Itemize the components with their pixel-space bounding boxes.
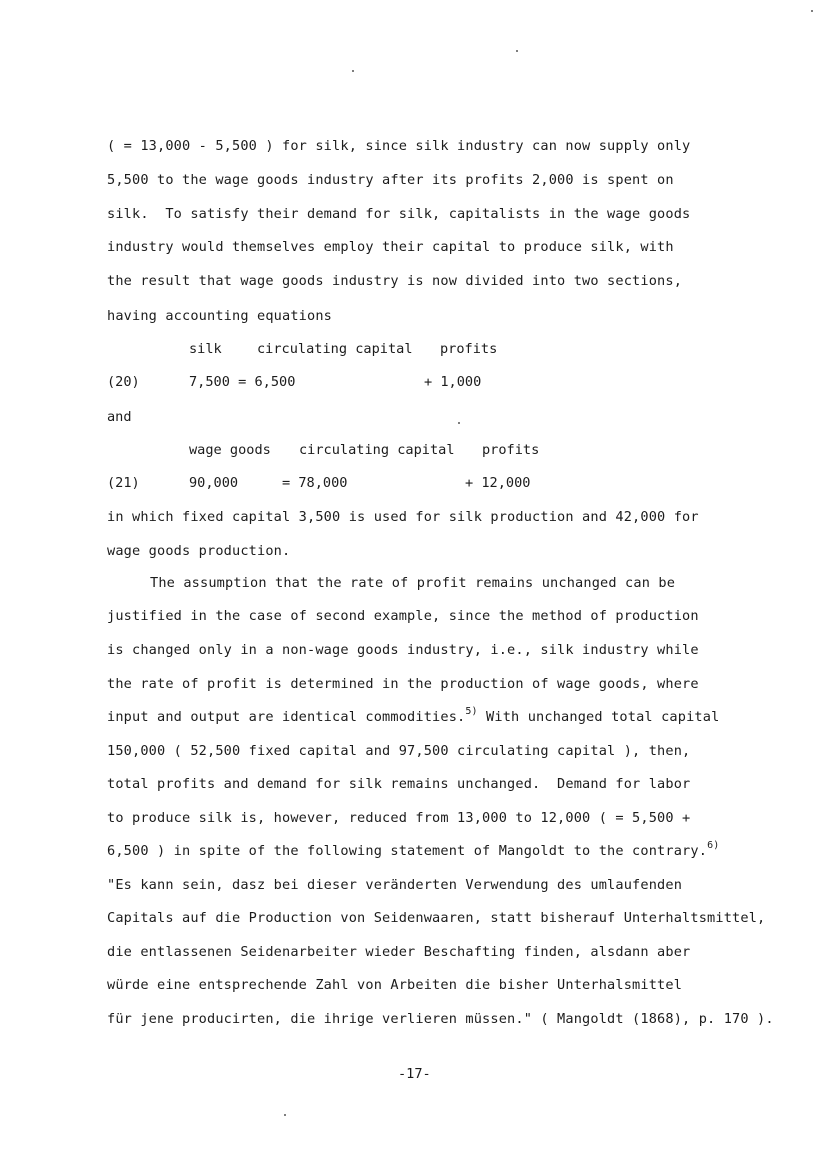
- body-line: 150,000 ( 52,500 fixed capital and 97,500 circulating capital ), then,: [107, 743, 691, 759]
- footnote-5-text-before: input and output are identical commodities.: [107, 709, 466, 725]
- footnote-6-marker: 6): [707, 840, 720, 851]
- eq20-head-capital: circulating capital: [257, 341, 413, 357]
- body-line: 5,500 to the wage goods industry after its profits 2,000 is spent on: [107, 172, 674, 188]
- body-line: having accounting equations: [107, 308, 333, 324]
- body-line-with-footnote: [107, 842, 719, 862]
- eq20-rhs: + 1,000: [424, 374, 482, 390]
- body-line-with-footnote: [107, 708, 719, 728]
- body-line: wage goods production.: [107, 543, 291, 559]
- body-line: is changed only in a non-wage goods industry, i.e., silk industry while: [107, 642, 699, 658]
- eq20-head-good: silk: [189, 341, 222, 357]
- body-line: the result that wage goods industry is now divided into two sections,: [107, 273, 683, 289]
- quote-line: die entlassenen Seidenarbeiter wieder Beschafting finden, alsdann aber: [107, 944, 691, 960]
- footnote-6-text-before: 6,500 ) in spite of the following statement of Mangoldt to the contrary.: [107, 843, 708, 859]
- eq20-head-profit: profits: [440, 341, 498, 357]
- scan-speck: [811, 10, 813, 12]
- paragraph-first-line: The assumption that the rate of profit remains unchanged can be: [150, 575, 676, 591]
- eq21-rhs: + 12,000: [465, 475, 531, 491]
- scan-speck: [352, 70, 354, 72]
- body-line: the rate of profit is determined in the production of wage goods, where: [107, 676, 699, 692]
- scan-speck: [458, 422, 460, 424]
- quote-line: würde eine entsprechende Zahl von Arbeiten die bisher Unterhalsmittel: [107, 977, 683, 993]
- body-line: ( = 13,000 - 5,500 ) for silk, since silk industry can now supply only: [107, 138, 691, 154]
- body-line: to produce silk is, however, reduced from 13,000 to 12,000 ( = 5,500 +: [107, 810, 691, 826]
- eq21-label: (21): [107, 475, 140, 491]
- eq21-head-capital: circulating capital: [299, 442, 455, 458]
- eq21-head-profit: profits: [482, 442, 540, 458]
- quote-line: "Es kann sein, dasz bei dieser veränderten Verwendung des umlaufenden: [107, 877, 683, 893]
- page-number: -17-: [398, 1066, 431, 1082]
- quote-line: Capitals auf die Production von Seidenwaaren, statt bisherauf Unterhaltsmittel,: [107, 910, 766, 926]
- body-line: total profits and demand for silk remains unchanged. Demand for labor: [107, 776, 691, 792]
- eq21-lhs: 90,000: [189, 475, 239, 491]
- footnote-5-marker: 5): [465, 706, 478, 717]
- body-line: industry would themselves employ their capital to produce silk, with: [107, 239, 674, 255]
- eq21-head-good: wage goods: [189, 442, 271, 458]
- connector-and: and: [107, 409, 132, 425]
- body-line: justified in the case of second example, since the method of production: [107, 608, 699, 624]
- scan-speck: [284, 1114, 286, 1116]
- eq20-lhs: 7,500 = 6,500: [189, 374, 296, 390]
- body-line: silk. To satisfy their demand for silk, capitalists in the wage goods: [107, 206, 691, 222]
- body-line: in which fixed capital 3,500 is used for silk production and 42,000 for: [107, 509, 699, 525]
- footnote-5-text-after: With unchanged total capital: [477, 709, 720, 725]
- quote-line: für jene producirten, die ihrige verlieren müssen." ( Mangoldt (1868), p. 170 ).: [107, 1011, 774, 1027]
- eq20-label: (20): [107, 374, 140, 390]
- eq21-mid: = 78,000: [282, 475, 348, 491]
- scan-speck: [516, 50, 518, 52]
